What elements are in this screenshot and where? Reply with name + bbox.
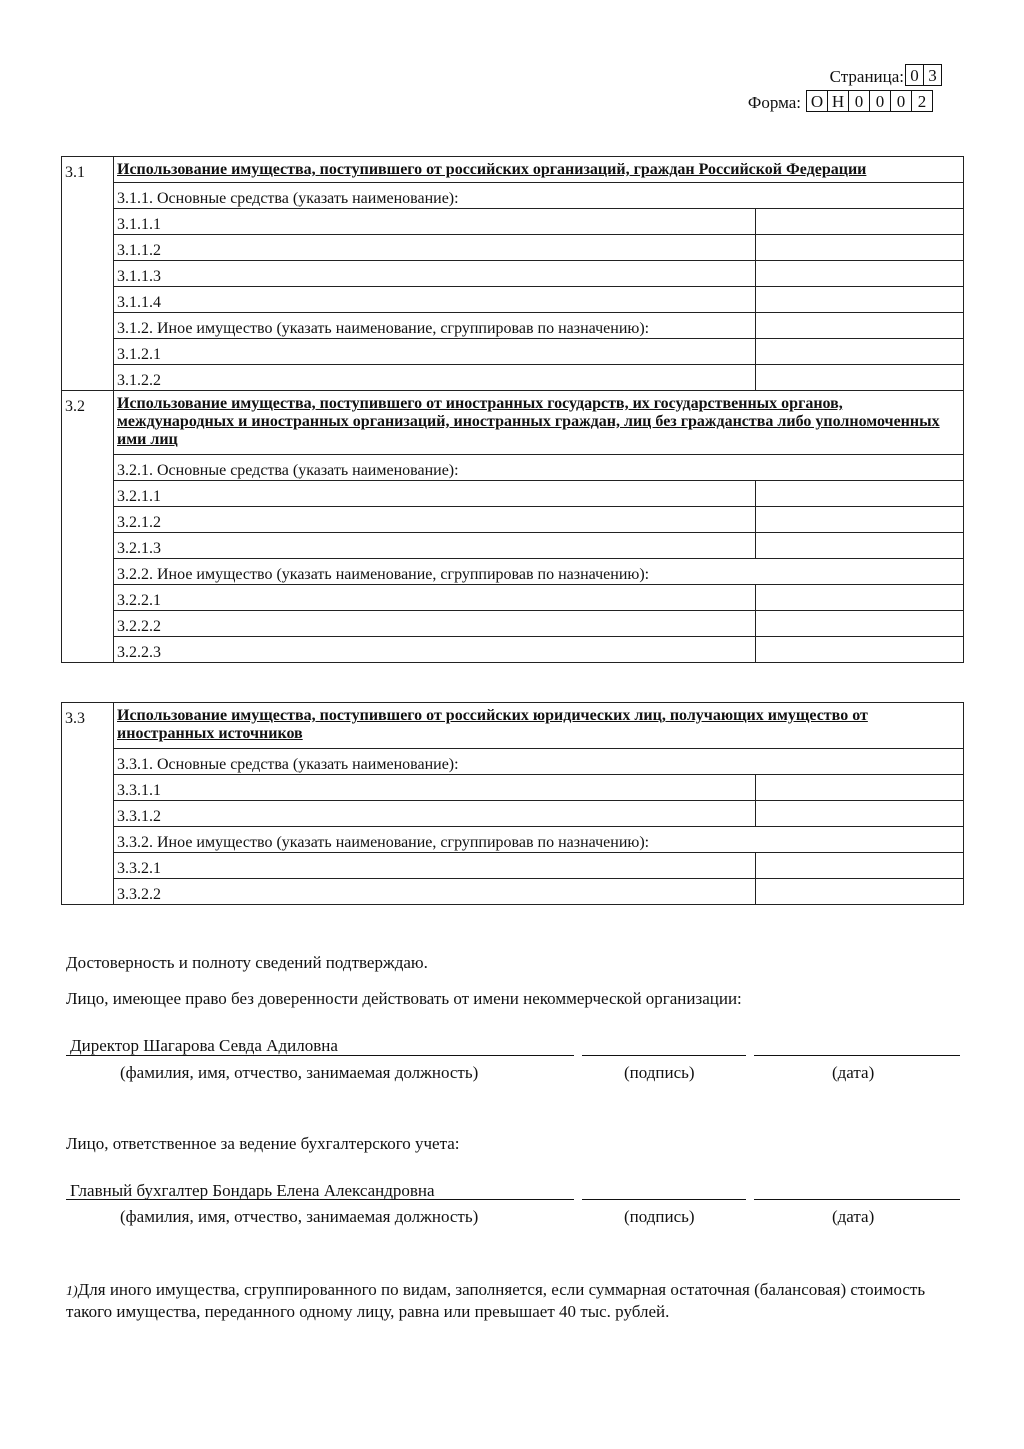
- item-value-cell[interactable]: [756, 339, 964, 365]
- item-code: 3.2.1.3: [114, 533, 756, 559]
- item-value-cell[interactable]: [756, 801, 964, 827]
- item-code: 3.2.2.2: [114, 611, 756, 637]
- item-code: 3.1.1.2: [114, 235, 756, 261]
- page-digit: 3: [923, 64, 942, 86]
- item-value-cell[interactable]: [756, 775, 964, 801]
- item-code: 3.3.1.2: [114, 801, 756, 827]
- item-code: 3.2.2.1: [114, 585, 756, 611]
- footnote-mark: 1): [66, 1284, 78, 1299]
- item-value-cell[interactable]: [756, 235, 964, 261]
- section-number: 3.2: [62, 391, 114, 663]
- item-value-cell[interactable]: [756, 209, 964, 235]
- page-number-cells: [905, 64, 942, 86]
- section-number: 3.1: [62, 157, 114, 391]
- subsection-label: 3.2.2. Иное имущество (указать наименование, сгруппировав по назначению):: [114, 559, 964, 585]
- form-char: Н: [827, 90, 849, 112]
- director-name: Директор Шагарова Севда Адиловна: [70, 1036, 338, 1055]
- item-value-cell[interactable]: [756, 637, 964, 663]
- footnote-text: Для иного имущества, сгруппированного по видам, заполняется, если суммарная остаточная (балансовая) стоимость такого имущества, переданного одному лицу, равна или превышает 40 тыс. рублей.: [66, 1280, 926, 1321]
- property-usage-table-1: [61, 156, 964, 663]
- item-code: 3.2.2.3: [114, 637, 756, 663]
- subsection-label: 3.3.1. Основные средства (указать наименование):: [114, 749, 964, 775]
- subsection-label: 3.2.1. Основные средства (указать наименование):: [114, 455, 964, 481]
- director-signature-line[interactable]: [582, 1055, 746, 1056]
- item-code: 3.1.1.3: [114, 261, 756, 287]
- caption-signature: (подпись): [624, 1063, 695, 1082]
- item-value-cell[interactable]: [756, 261, 964, 287]
- confirm-statement: Достоверность и полноту сведений подтверждаю.: [66, 953, 428, 972]
- footnote: [66, 1280, 966, 1322]
- form-char: О: [806, 90, 828, 112]
- caption-name: (фамилия, имя, отчество, занимаемая должность): [120, 1207, 479, 1226]
- section-title: Использование имущества, поступившего от российских организаций, граждан Российской Федерации: [114, 157, 964, 183]
- accountant-intro: Лицо, ответственное за ведение бухгалтерского учета:: [66, 1134, 460, 1153]
- accountant-date-line[interactable]: [754, 1199, 960, 1200]
- subsection-label: 3.3.2. Иное имущество (указать наименование, сгруппировав по назначению):: [114, 827, 964, 853]
- item-value-cell[interactable]: [756, 611, 964, 637]
- item-code: 3.1.1.1: [114, 209, 756, 235]
- form-char: 0: [848, 90, 870, 112]
- item-value-cell[interactable]: [756, 585, 964, 611]
- accountant-signature-line[interactable]: [582, 1199, 746, 1200]
- form-label: Форма:: [747, 93, 801, 112]
- section-title: Использование имущества, поступившего от иностранных государств, их государственных органов, международных и иностранных организаций, иностранных граждан, лиц без гражданства либо уполномоченных ими лиц: [114, 391, 964, 455]
- item-code: 3.1.2. Иное имущество (указать наименование, сгруппировав по назначению):: [114, 313, 756, 339]
- director-date-line[interactable]: [754, 1055, 960, 1056]
- item-code: 3.2.1.2: [114, 507, 756, 533]
- item-value-cell[interactable]: [756, 879, 964, 905]
- form-char: 2: [911, 90, 933, 112]
- director-name-line: [66, 1055, 574, 1056]
- form-char: 0: [890, 90, 912, 112]
- page-digit: 0: [905, 64, 924, 86]
- item-code: 3.3.2.1: [114, 853, 756, 879]
- accountant-name: Главный бухгалтер Бондарь Елена Александровна: [70, 1181, 435, 1200]
- item-value-cell[interactable]: [756, 507, 964, 533]
- caption-date: (дата): [832, 1207, 875, 1226]
- item-code: 3.2.1.1: [114, 481, 756, 507]
- caption-date: (дата): [832, 1063, 875, 1082]
- form-char: 0: [869, 90, 891, 112]
- section-title: Использование имущества, поступившего от российских юридических лиц, получающих имущество от иностранных источников: [114, 703, 964, 749]
- caption-signature: (подпись): [624, 1207, 695, 1226]
- item-value-cell[interactable]: [756, 313, 964, 339]
- item-code: 3.1.2.2: [114, 365, 756, 391]
- item-value-cell[interactable]: [756, 365, 964, 391]
- item-value-cell[interactable]: [756, 481, 964, 507]
- form-code-cells: [806, 90, 933, 112]
- item-code: 3.1.1.4: [114, 287, 756, 313]
- page-label: Страница:: [829, 67, 904, 86]
- accountant-name-line: [66, 1199, 574, 1200]
- item-value-cell[interactable]: [756, 287, 964, 313]
- item-code: 3.1.2.1: [114, 339, 756, 365]
- subsection-label: 3.1.1. Основные средства (указать наименование):: [114, 183, 964, 209]
- item-code: 3.3.2.2: [114, 879, 756, 905]
- item-value-cell[interactable]: [756, 853, 964, 879]
- section-number: 3.3: [62, 703, 114, 905]
- item-code: 3.3.1.1: [114, 775, 756, 801]
- director-intro: Лицо, имеющее право без доверенности действовать от имени некоммерческой организации:: [66, 989, 742, 1008]
- property-usage-table-2: [61, 702, 964, 905]
- item-value-cell[interactable]: [756, 533, 964, 559]
- caption-name: (фамилия, имя, отчество, занимаемая должность): [120, 1063, 479, 1082]
